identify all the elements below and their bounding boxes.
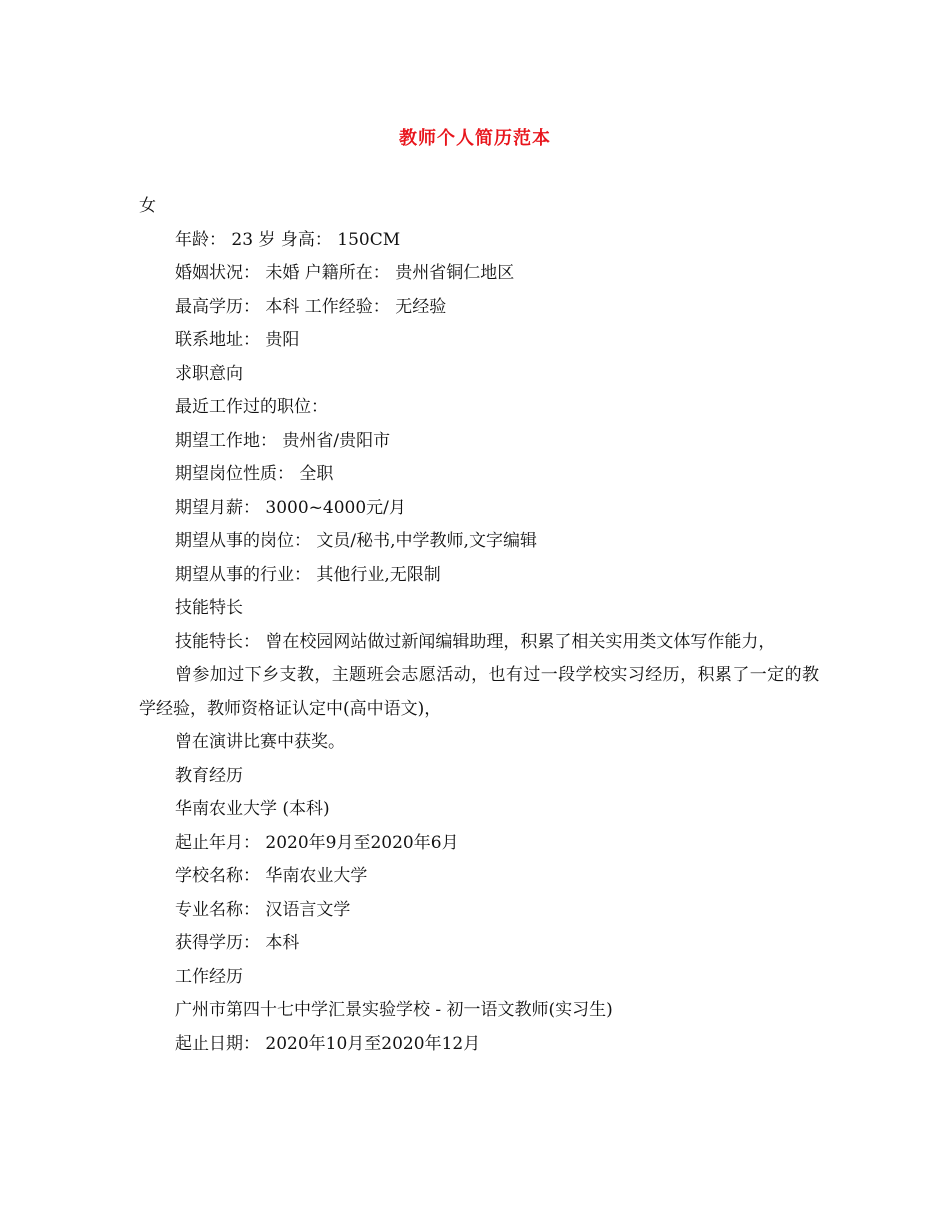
award-line: 曾在演讲比赛中获奖。 (175, 732, 345, 752)
section-heading-skills: 技能特长 (175, 598, 243, 618)
gender-line: 女 (139, 196, 156, 216)
resume-body (139, 190, 819, 1061)
expected-location-line: 期望工作地： 贵州省/贵阳市 (175, 430, 391, 451)
age-height-line: 年龄： 23 岁 身高： 150CM (175, 229, 401, 250)
expected-positions-line: 期望从事的岗位： 文员/秘书,中学教师,文字编辑 (175, 531, 537, 551)
document-title: 教师个人简历范本 (399, 128, 551, 149)
section-heading-education: 教育经历 (175, 765, 243, 786)
teaching-experience-paragraph: 曾参加过下乡支教，主题班会志愿活动，也有过一段学校实习经历，积累了一定的教学经验，教师资格证认定中(高中语文)， (139, 665, 819, 719)
expected-salary-line: 期望月薪： 3000~4000元/月 (175, 497, 406, 518)
skills-paragraph: 技能特长： 曾在校园网站做过新闻编辑助理，积累了相关实用类文体写作能力， (175, 631, 776, 652)
marital-residence-line: 婚姻状况： 未婚 户籍所在： 贵州省铜仁地区 (175, 263, 515, 283)
recent-position-line: 最近工作过的职位： (175, 397, 328, 417)
section-heading-work: 工作经历 (175, 966, 243, 987)
contact-address-line: 联系地址： 贵阳 (175, 330, 300, 350)
major-line: 专业名称： 汉语言文学 (175, 899, 351, 920)
education-experience-line: 最高学历： 本科 工作经验： 无经验 (175, 296, 447, 317)
work-dates-line: 起止日期： 2020年10月至2020年12月 (175, 1033, 481, 1054)
work-employer-line: 广州市第四十七中学汇景实验学校 - 初一语文教师(实习生) (175, 1000, 613, 1020)
school-heading-line: 华南农业大学 (本科) (175, 799, 330, 819)
expected-industry-line: 期望从事的行业： 其他行业,无限制 (175, 564, 441, 585)
school-name-line: 学校名称： 华南农业大学 (175, 866, 368, 886)
expected-job-type-line: 期望岗位性质： 全职 (175, 464, 334, 484)
education-dates-line: 起止年月： 2020年9月至2020年6月 (175, 832, 459, 853)
degree-line: 获得学历： 本科 (175, 933, 300, 953)
section-heading-job-intention: 求职意向 (175, 363, 243, 384)
